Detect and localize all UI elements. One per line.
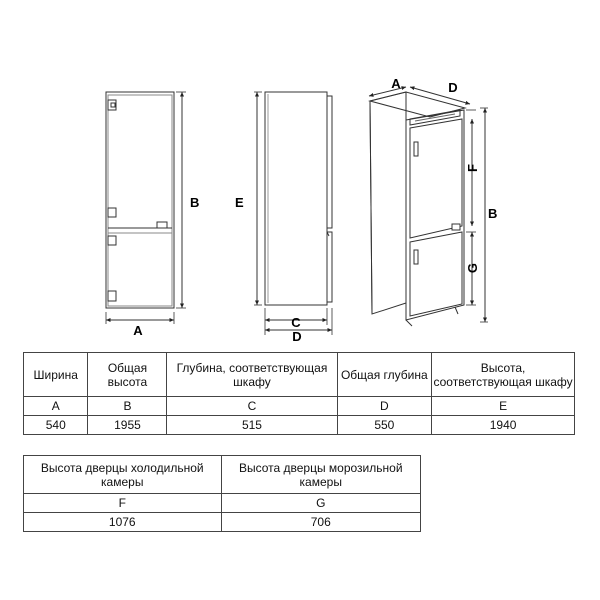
dimensions-table	[23, 352, 575, 435]
letter-cell: D	[337, 397, 432, 416]
label-b-front: B	[190, 195, 200, 210]
cabinet-side-outline	[265, 92, 327, 305]
side-view	[254, 92, 332, 335]
cabinet-left-side	[370, 92, 406, 314]
header-cell: Глубина, соответствующая шкафу	[167, 353, 337, 397]
value-cell: 1076	[24, 513, 222, 532]
label-a-front: A	[133, 323, 143, 338]
letter-cell: G	[221, 494, 421, 513]
value-cell: 1955	[88, 416, 167, 435]
value-cell: 706	[221, 513, 421, 532]
table-row	[24, 416, 575, 435]
hinge-top-left	[108, 100, 116, 110]
label-e: E	[235, 195, 244, 210]
value-cell: 515	[167, 416, 337, 435]
letter-cell: F	[24, 494, 222, 513]
label-g: G	[465, 262, 480, 274]
letter-cell: E	[432, 397, 575, 416]
door-heights-table	[23, 455, 421, 532]
header-cell: Высота дверцы холодильной камеры	[24, 456, 222, 494]
hinge-middle-left	[108, 208, 116, 245]
header-cell: Ширина	[24, 353, 88, 397]
header-cell: Высота, соответствующая шкафу	[432, 353, 575, 397]
fridge-door	[410, 119, 462, 238]
value-cell: 540	[24, 416, 88, 435]
letter-cell: B	[88, 397, 167, 416]
front-view	[106, 92, 186, 324]
letter-cell: A	[24, 397, 88, 416]
label-d-persp: D	[448, 80, 458, 95]
door-profile	[327, 96, 332, 302]
letter-cell: C	[167, 397, 337, 416]
label-f: F	[465, 164, 480, 172]
header-cell: Общая высота	[88, 353, 167, 397]
table-header-row	[24, 456, 421, 494]
label-d-side: D	[292, 329, 302, 344]
cabinet-top	[370, 92, 465, 117]
table-header-row	[24, 353, 575, 397]
hinge-right	[157, 222, 167, 228]
perspective-view	[369, 87, 488, 326]
value-cell: 550	[337, 416, 432, 435]
fridge-body-outline	[106, 92, 174, 308]
freezer-door	[410, 232, 462, 316]
label-c: C	[291, 315, 301, 330]
header-cell: Общая глубина	[337, 353, 432, 397]
table-row	[24, 397, 575, 416]
table-row	[24, 494, 421, 513]
value-cell: 1940	[432, 416, 575, 435]
label-b-persp: B	[488, 206, 498, 221]
hinge-bottom-left	[108, 291, 116, 301]
label-a-persp: A	[391, 76, 401, 91]
table-row	[24, 513, 421, 532]
header-cell: Высота дверцы морозильной камеры	[221, 456, 421, 494]
